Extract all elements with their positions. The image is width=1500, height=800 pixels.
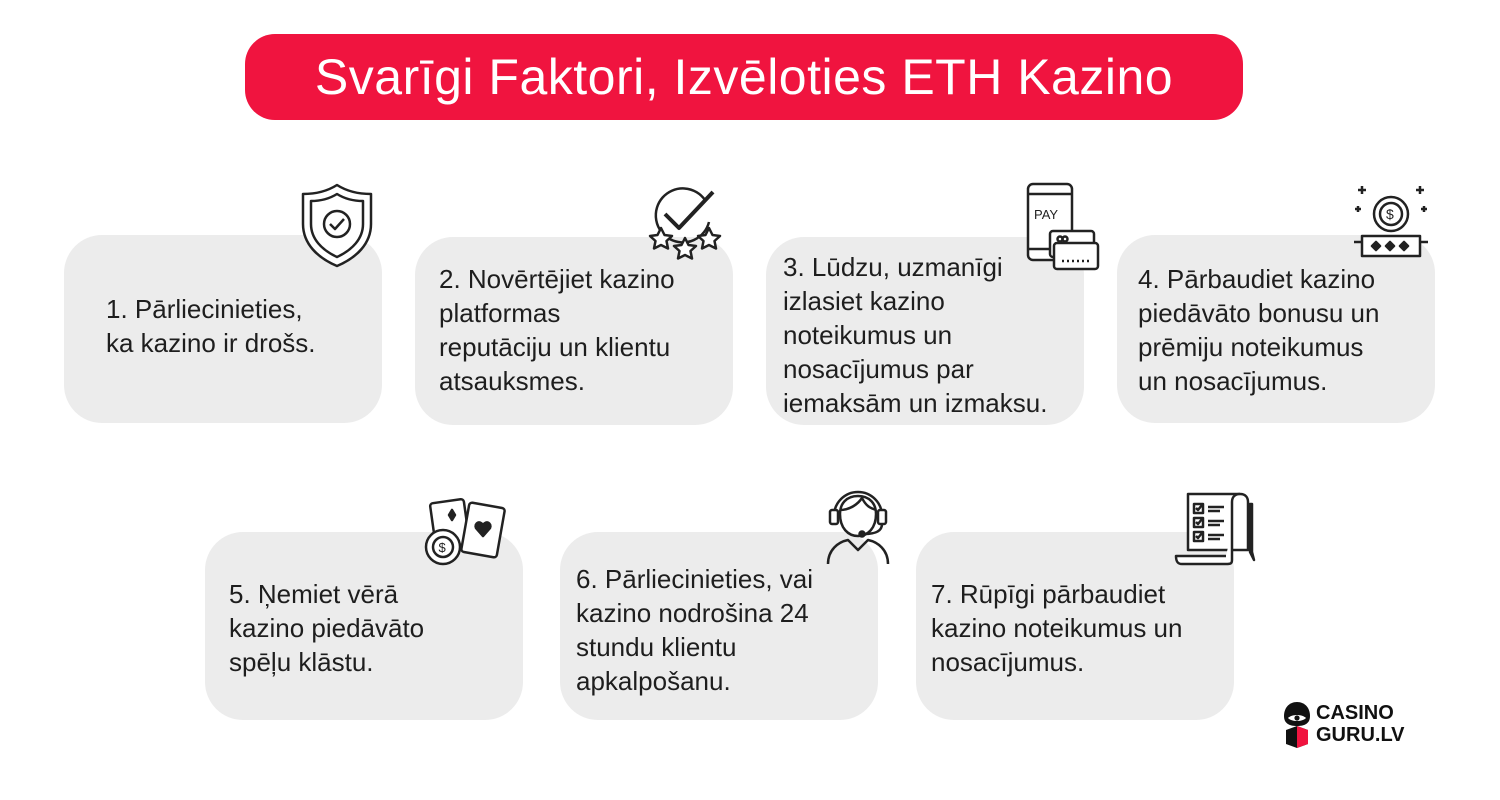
svg-text:$: $ xyxy=(1386,206,1394,222)
text-line: piedāvāto bonusu un xyxy=(1138,298,1380,328)
text-line: prēmiju noteikumus xyxy=(1138,332,1364,362)
text-line: kazino nodrošina 24 xyxy=(576,598,809,628)
factor-card-5-text xyxy=(229,577,424,679)
text-line: 4. Pārbaudiet kazino xyxy=(1138,264,1376,294)
text-line: nosacījumus. xyxy=(931,647,1085,677)
factor-card-2-text xyxy=(439,262,675,398)
shield-check-icon xyxy=(298,182,376,268)
cards-chip-icon xyxy=(421,497,513,567)
casinoguru-logo[interactable] xyxy=(1282,700,1422,750)
text-line: 6. Pārliecinieties, vai xyxy=(576,564,813,594)
text-line: stundu klientu xyxy=(576,632,737,662)
text-line: reputāciju un klientu xyxy=(439,332,671,362)
factor-card-6-text xyxy=(576,562,813,698)
text-line: noteikumus un xyxy=(783,320,953,350)
text-line: 1. Pārliecinieties, xyxy=(106,294,303,324)
text-line: apkalpošanu. xyxy=(576,666,731,696)
document-checklist-icon xyxy=(1174,490,1258,566)
text-line: nosacījumus par xyxy=(783,354,974,384)
svg-text:$: $ xyxy=(438,540,446,555)
text-line: 3. Lūdzu, uzmanīgi xyxy=(783,252,1003,282)
text-line: 5. Ņemiet vērā xyxy=(229,579,399,609)
factor-card-1-text xyxy=(106,292,316,360)
text-line: spēļu klāstu. xyxy=(229,647,374,677)
text-line: kazino piedāvāto xyxy=(229,613,425,643)
factor-card-7-text xyxy=(931,577,1182,679)
text-line: iemaksām un izmaksu. xyxy=(783,388,1048,418)
support-agent-icon xyxy=(824,484,892,566)
casinoguru-logo-mark-icon xyxy=(1282,700,1312,750)
phone-pay-card-icon xyxy=(1024,181,1100,275)
page-title: Svarīgi Faktori, Izvēloties ETH Kazino xyxy=(314,49,1174,105)
factor-card-4-text xyxy=(1138,262,1379,398)
casinoguru-logo-text xyxy=(1316,702,1405,746)
text-line: platformas xyxy=(439,298,561,328)
text-line: 7. Rūpīgi pārbaudiet xyxy=(931,579,1166,609)
logo-line-1: CASINO xyxy=(1316,702,1394,724)
text-line: atsauksmes. xyxy=(439,366,585,396)
logo-line-2: GURU.LV xyxy=(1316,724,1405,746)
text-line: un nosacījumus. xyxy=(1138,366,1328,396)
dollar-coin-podium-icon xyxy=(1350,180,1432,262)
text-line: ka kazino ir drošs. xyxy=(106,328,316,358)
text-line: kazino noteikumus un xyxy=(931,613,1183,643)
text-line: 2. Novērtējiet kazino xyxy=(439,264,675,294)
svg-text:PAY: PAY xyxy=(1034,207,1059,222)
title-banner xyxy=(245,34,1243,120)
factor-card-3-text xyxy=(783,250,1047,420)
text-line: izlasiet kazino xyxy=(783,286,945,316)
check-stars-icon xyxy=(647,186,723,268)
